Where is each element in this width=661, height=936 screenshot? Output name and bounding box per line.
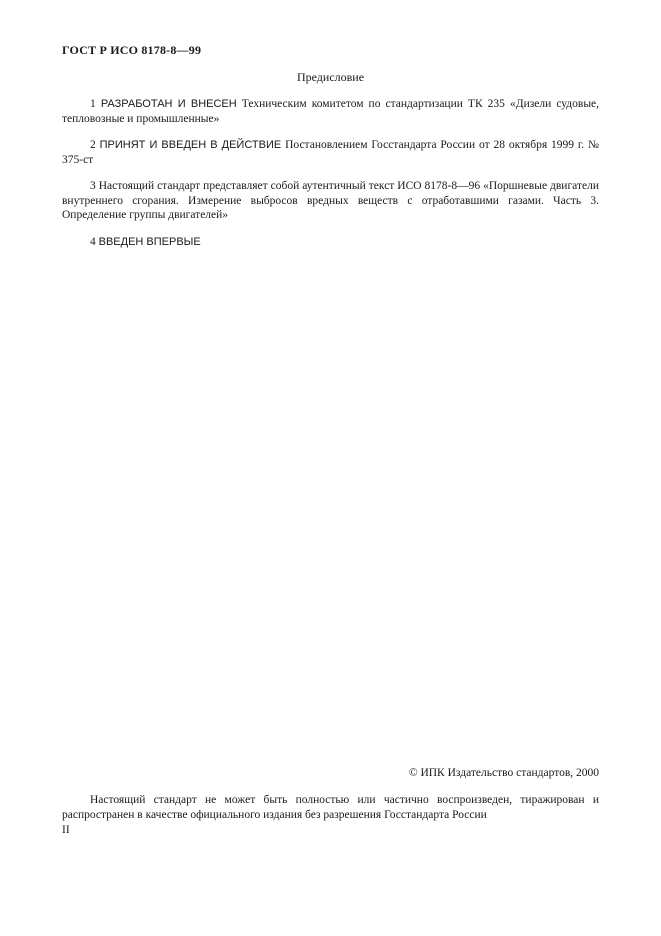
preface-item-2 bbox=[62, 138, 599, 167]
preface-content bbox=[62, 97, 599, 261]
page-number: II bbox=[62, 824, 70, 836]
document-code-header: ГОСТ Р ИСО 8178-8—99 bbox=[62, 43, 202, 57]
item-text: Настоящий стандарт представляет собой аутентичный текст ИСО 8178-8—96 «Поршневые двигатели внутреннего сгорания. Измерение выбросов вредных веществ с отработавшими газами. Часть 3. Определение группы двигателей» bbox=[62, 180, 600, 221]
preface-item-4 bbox=[62, 235, 599, 250]
preface-item-1 bbox=[62, 97, 599, 126]
item-number: 2 bbox=[90, 139, 96, 151]
item-number: 3 bbox=[90, 180, 96, 192]
copyright-line: © ИПК Издательство стандартов, 2000 bbox=[408, 767, 599, 779]
reproduction-notice: Настоящий стандарт не может быть полностью или частично воспроизведен, тиражирован и распространен в качестве официального издания без разрешения Госстандарта России bbox=[62, 794, 599, 821]
item-number: 1 bbox=[90, 98, 96, 110]
preface-title: Предисловие bbox=[296, 70, 365, 84]
item-heading: РАЗРАБОТАН И ВНЕСЕН bbox=[100, 98, 237, 110]
item-number: 4 bbox=[90, 235, 96, 248]
item-heading: ВВЕДЕН ВПЕРВЫЕ bbox=[98, 235, 201, 248]
item-heading: ПРИНЯТ И ВВЕДЕН В ДЕЙСТВИЕ bbox=[99, 139, 282, 151]
preface-item-3 bbox=[62, 179, 599, 223]
item-text: Постановлением Госстандарта России от 28 октября 1999 г. № 375-ст bbox=[62, 139, 600, 166]
item-text: Техническим комитетом по стандартизации ТК 235 «Дизели судовые, тепловозные и промышленные» bbox=[62, 98, 600, 125]
